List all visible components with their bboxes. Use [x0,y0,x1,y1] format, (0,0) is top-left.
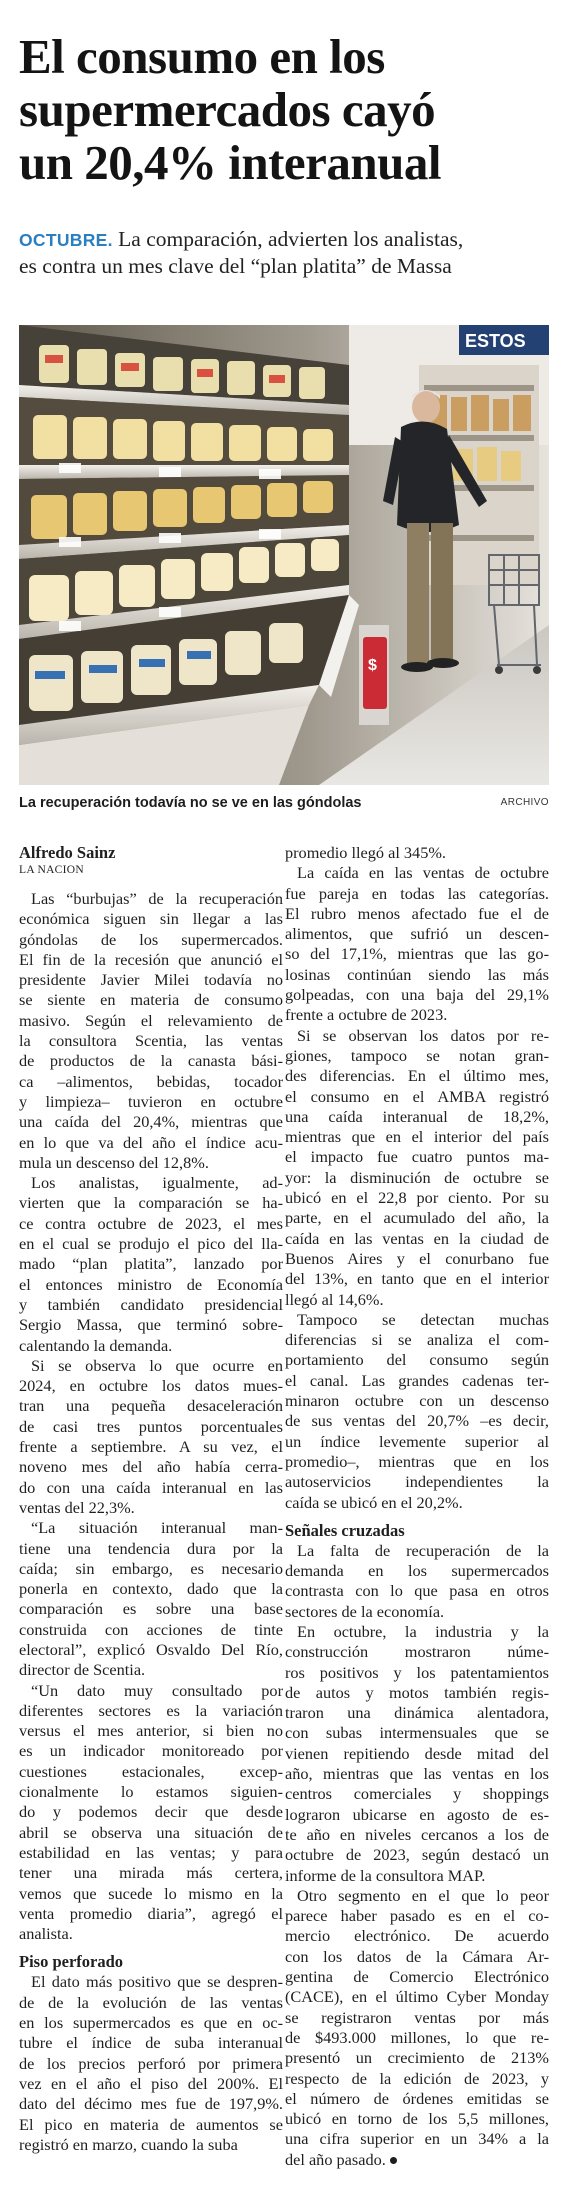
text-line: octubre de 2023, según destacó un [285,1845,549,1865]
text-line: el impacto fue cuatro puntos ma- [285,1147,549,1167]
text-line: vez en el año el piso del 200%. El [19,2073,283,2093]
text-line: vemos que sucede lo mismo en la [19,1883,283,1903]
text-line: ponerla en contexto, dado que la [19,1579,283,1599]
text-line: económica siguen sin llegar a las [19,909,283,929]
text-line: Otro segmento en el que lo peor [297,1885,549,1905]
text-line: se registraron ventas por más [285,2007,549,2027]
text-line: electoral”, explicó Osvaldo Del Río, [19,1639,283,1659]
text-line: frente a septiembre. A su vez, el [19,1437,283,1457]
text-line: cionalmente lo estamos siguien- [19,1782,283,1802]
text-line: so del 17,1%, mientras que las go- [285,944,549,964]
text-line: presidente Javier Milei todavía no [19,970,283,990]
text-line: diferencias si se analiza el com- [285,1330,549,1350]
text-line: de los precios perforó por primera [19,2053,283,2073]
text-line: una cifra superior en un 34% a la [285,2129,549,2149]
text-line: te año en niveles cercanos a los de [285,1824,549,1844]
text-line: En octubre, la industria y la [297,1621,549,1641]
text-line: Si se observa lo que ocurre en [31,1355,283,1375]
text-line: 2024, en octubre los datos mues- [19,1376,283,1396]
end-of-article-mark [390,2157,397,2164]
text-line: año, mientras que las ventas en los [285,1764,549,1784]
text-line: el número de órdenes emitidas se [285,2088,549,2108]
text-line: parece haber pasado es en el co- [285,1906,549,1926]
text-line: Sergio Massa, que terminó sobre- [19,1315,283,1335]
text-line: promedio llegó al 345%. [285,843,446,862]
text-line: centros comerciales y shoppings [285,1784,549,1804]
text-line: en lo que va del año el índice acu- [19,1132,283,1152]
deck [19,226,554,279]
text-line: se siente en materia de consumo [19,990,283,1010]
text-line: ubicó en torno de los 5,5 millones, [285,2109,549,2129]
text-line: sectores de la economía. [285,1601,445,1621]
article-paragraph [285,843,549,863]
deck-line [19,226,554,253]
text-line: diferentes sectores es la variación [19,1700,283,1720]
text-line: versus el mes anterior, si bien no [19,1721,283,1741]
text-line: respecto de la edición de 2023, y [285,2068,549,2088]
text-line: y también candidato presidencial [19,1294,283,1314]
text-line: frente a octubre de 2023. [285,1005,448,1025]
text-line: mula un descenso del 12,8%. [19,1152,209,1172]
text-line: un índice levemente superior al [285,1431,549,1451]
text-line: losinas continúan siendo las más [285,964,549,984]
text-line: giones, tampoco se notan gran- [285,1045,549,1065]
text-line: ubicó en el 22,8 por ciento. Por su [285,1188,549,1208]
text-line: en el cual se produjo el pico del lla- [19,1234,283,1254]
text-line: cuestiones estacionales, excep- [19,1761,283,1781]
text-line: estabilidad en las ventas; y para [19,1842,283,1862]
text-line: demanda en los supermercados [285,1561,549,1581]
headline-line: un 20,4% interanual [19,135,442,190]
photo-credit: ARCHIVO [500,797,549,808]
text-line: “Un dato muy consultado por [31,1680,283,1700]
text-line: tener una mirada más certera, [19,1863,283,1883]
text-line: minaron octubre con un descenso [285,1391,549,1411]
text-line: ventas del 22,3%. [19,1497,135,1517]
deck-text: La comparación, advierten los analistas, [118,227,464,251]
article-paragraph [285,1886,549,2170]
text-line: El rubro menos afectado fue el de [285,903,549,923]
text-line: tran una pequeña desaceleración [19,1396,283,1416]
text-line: Los analistas, igualmente, ad- [31,1173,283,1193]
supermarket-photo [19,325,549,785]
text-line: el entonces ministro de Economía [19,1274,283,1294]
caption-text: La recuperación todavía no se ve en las góndolas [19,795,362,811]
text-line: masivo. Según el relevamiento de [19,1010,283,1030]
text-line: dato del décimo mes fue de 197,9%. [19,2094,283,2114]
photo-caption [19,794,549,812]
article-paragraph [285,1541,549,1622]
text-line: y limpieza– tuvieron en octubre [19,1091,283,1111]
text-line: Las “burbujas” de la recuperación [31,889,283,908]
article-paragraph [285,863,549,1025]
text-line: mercio electrónico. De acuerdo [285,1926,549,1946]
text-line: El dato más positivo que se despren- [31,1972,283,1992]
article-paragraph [19,1681,283,1945]
text-line: portamiento del consumo según [285,1350,549,1370]
text-line: tubre el índice de suba interanual [19,2033,283,2053]
headline-line: El consumo en los [19,29,385,84]
text-line: llegó al 14,6%. [285,1289,384,1309]
text-line: informe de la consultora MAP. [285,1865,486,1885]
text-line: Tampoco se detectan muchas [297,1309,549,1329]
text-line: La falta de recuperación de la [297,1540,549,1560]
text-line: contrasta con lo que pasa en otros [285,1581,549,1601]
text-line: analista. [19,1924,73,1944]
article-paragraph [19,1518,283,1680]
text-line: (CACE), en el último Cyber Monday [285,1987,549,2007]
text-line: de productos de la canasta bási- [19,1051,283,1071]
text-line: abril se observa una situación de [19,1822,283,1842]
article-paragraph [19,1972,283,2155]
outlet-name: LA NACION [19,864,84,876]
text-line: mientras que en el interior del país [285,1127,549,1147]
text-line: “La situación interanual man- [31,1518,283,1538]
text-line: traron una dinámica alentadora, [285,1703,549,1723]
text-line: presentó un crecimiento de 213% [285,2048,549,2068]
text-line: con los datos de la Cámara Ar- [285,1946,549,1966]
text-line: yor: la disminución de octubre se [285,1167,549,1187]
article-column-left [19,843,283,2155]
text-line: El fin de la recesión que anunció el [19,949,283,969]
text-line: La caída en las ventas de octubre [297,863,549,883]
text-line: Si se observan los datos por re- [297,1025,549,1045]
text-line: el consumo en el AMBA registró [285,1086,549,1106]
text-line: la consultora Scentia, las ventas [19,1031,283,1051]
text-line: noveno mes del año había cerra- [19,1457,283,1477]
text-line: ce contra octubre de 2023, el mes [19,1213,283,1233]
store-sign: ESTOS [465,331,526,351]
text-line: caída se ubicó en el 20,2%. [285,1492,463,1512]
article-paragraph [19,1356,283,1518]
text-line: del año pasado. [285,2150,549,2170]
price-tag-symbol: $ [368,657,377,674]
text-line: fue pareja en todas las categorías. [285,883,549,903]
text-line: de $493.000 millones, lo que re- [285,2027,549,2047]
text-line: alimentos, que sufrió un descen- [285,924,549,944]
article-paragraph [19,1173,283,1356]
article-paragraph [19,889,283,1173]
text-line: comparación es sobre una base [19,1599,283,1619]
deck-line: es contra un mes clave del “plan platita” de Massa [19,254,452,278]
text-line: con subas intermensuales que se [285,1723,549,1743]
text-line: es un indicador monitoreado por [19,1741,283,1761]
text-line: promedio–, mientras que en los [285,1451,549,1471]
text-line: tiene una tendencia dura por la [19,1538,283,1558]
text-line: de autos y motos también regis- [285,1682,549,1702]
article-paragraph [285,1622,549,1886]
text-line: golpeadas, con una baja del 29,1% [285,985,549,1005]
text-line: caída; sin embargo, es necesario [19,1558,283,1578]
text-line: do y podemos decir que desde [19,1802,283,1822]
text-line: ca –alimentos, bebidas, tocador [19,1071,283,1091]
text-line: caída en las ventas en la ciudad de [285,1228,549,1248]
text-line: registró en marzo, cuando la suba [19,2134,238,2154]
text-line: gentina de Comercio Electrónico [285,1967,549,1987]
text-line: autoservicios independientes la [285,1472,549,1492]
text-line: lograron ubicarse en agosto de es- [285,1804,549,1824]
text-line: venta promedio diaria”, agregó el [19,1903,283,1923]
section-subhead: Señales cruzadas [285,1520,405,1540]
text-line: en los supermercados es que en oc- [19,2013,283,2033]
text-line: vierten que la comparación se ha- [19,1193,283,1213]
supermarket-photo-image [19,325,549,785]
text-line: mado “plan platita”, lanzado por [19,1254,283,1274]
text-line: des diferencias. En el último mes, [285,1066,549,1086]
text-line: calentando la demanda. [19,1335,173,1355]
headline-line: supermercados cayó [19,82,436,137]
article-paragraph [285,1310,549,1513]
text-line: do con una caída interanual en las [19,1477,283,1497]
text-line: parte, en el acumulado del año, la [285,1208,549,1228]
text-line: góndolas de los supermercados. [19,929,283,949]
text-line: una caída del 20,4%, mientras que [19,1112,283,1132]
text-line: del 13%, en tanto que en el interior [285,1269,549,1289]
text-line: de de la evolución de las ventas [19,1992,283,2012]
text-line: el canal. Las grandes cadenas ter- [285,1370,549,1390]
headline [19,30,549,189]
text-line: vienen repitiendo desde mitad del [285,1743,549,1763]
text-line: ros positivos y los patentamientos [285,1662,549,1682]
text-line: construida con acciones de tinte [19,1619,283,1639]
text-line: construcción mostraron núme- [285,1642,549,1662]
text-line: Buenos Aires y el conurbano fue [285,1248,549,1268]
text-line: El pico en materia de aumentos se [19,2114,283,2134]
text-line: una caída interanual de 18,2%, [285,1106,549,1126]
author-name: Alfredo Sainz [19,843,116,862]
article-paragraph [285,1026,549,1310]
article-column-right [285,843,549,2170]
text-line: de casi tres puntos porcentuales [19,1416,283,1436]
section-subhead: Piso perforado [19,1952,124,1972]
text-line: de sus ventas del 20,7% –es decir, [285,1411,549,1431]
kicker: OCTUBRE. [19,230,113,250]
text-line: director de Scentia. [19,1660,146,1680]
